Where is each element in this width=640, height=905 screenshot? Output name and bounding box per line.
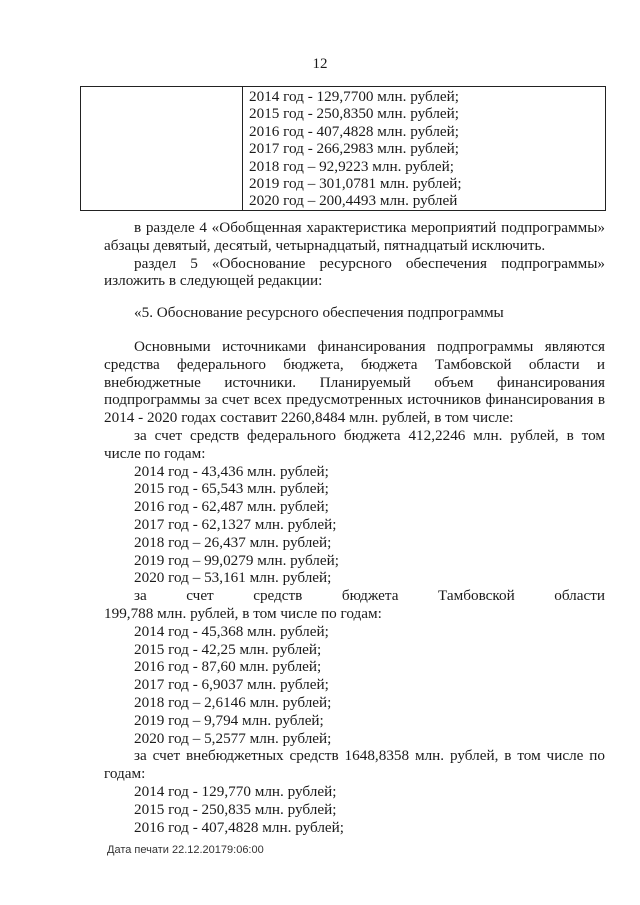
paragraph-sources-line5: 2014 - 2020 годах составит 2260,8484 млн. рублей, в том числе:	[104, 409, 514, 427]
paragraph-section5-line2: изложить в следующей редакции:	[104, 272, 323, 290]
section-heading: «5. Обоснование ресурсного обеспечения подпрограммы	[134, 304, 504, 322]
extrabudget-year-item: 2014 год - 129,770 млн. рублей;	[134, 782, 337, 800]
regional-intro-line2: 199,788 млн. рублей, в том числе по годам:	[104, 604, 382, 622]
federal-year-item: 2018 год – 26,437 млн. рублей;	[134, 533, 332, 551]
paragraph-sources-line2: средства федерального бюджета, бюджета Тамбовской области и	[104, 355, 605, 373]
extrabudget-year-item: 2015 год - 250,835 млн. рублей;	[134, 800, 337, 818]
regional-year-item: 2020 год – 5,2577 млн. рублей;	[134, 729, 332, 747]
print-date-footer: Дата печати 22.12.20179:06:00	[107, 844, 264, 856]
table-line: 2015 год - 250,8350 млн. рублей;	[249, 105, 460, 123]
paragraph-sources-line4: подпрограммы за счет всех предусмотренных источников финансирования в	[104, 391, 605, 409]
table-line: 2019 год – 301,0781 млн. рублей;	[249, 175, 462, 193]
table-label-cell	[81, 87, 243, 211]
paragraph-section4-line1: в разделе 4 «Обобщенная характеристика мероприятий подпрограммы»	[134, 219, 605, 236]
funding-table	[80, 86, 606, 211]
regional-year-item: 2019 год – 9,794 млн. рублей;	[134, 711, 324, 729]
regional-year-item: 2016 год - 87,60 млн. рублей;	[134, 658, 322, 676]
federal-year-item: 2019 год – 99,0279 млн. рублей;	[134, 551, 339, 569]
table-line: 2014 год - 129,7700 млн. рублей;	[249, 88, 460, 105]
federal-year-item: 2020 год – 53,161 млн. рублей;	[134, 569, 332, 587]
federal-year-item: 2014 год - 43,436 млн. рублей;	[134, 462, 329, 480]
table-line: 2016 год - 407,4828 млн. рублей;	[249, 122, 460, 140]
table-line: 2018 год – 92,9223 млн. рублей;	[249, 157, 454, 175]
paragraph-section4-line2: абзацы девятый, десятый, четырнадцатый, пятнадцатый исключить.	[104, 236, 546, 254]
paragraph-sources-line1: Основными источниками финансирования подпрограммы являются	[134, 337, 605, 355]
extrabudget-intro-line1: за счет внебюджетных средств 1648,8358 млн. рублей, в том числе по	[134, 747, 605, 765]
table-line: 2020 год – 200,4493 млн. рублей	[249, 192, 458, 210]
regional-year-item: 2017 год - 6,9037 млн. рублей;	[134, 676, 329, 694]
paragraph-sources-line3: внебюджетные источники. Планируемый объем финансирования	[104, 373, 605, 391]
paragraph-section5-line1: раздел 5 «Обоснование ресурсного обеспечения подпрограммы»	[134, 254, 605, 272]
table-value-cell	[243, 87, 606, 211]
body-text	[104, 219, 605, 836]
table-line: 2017 год - 266,2983 млн. рублей;	[249, 140, 460, 158]
federal-year-item: 2017 год - 62,1327 млн. рублей;	[134, 515, 337, 533]
regional-intro-line1: за счет средств бюджета Тамбовской области	[134, 587, 605, 605]
federal-intro-line2: числе по годам:	[104, 444, 206, 462]
federal-year-item: 2015 год - 65,543 млн. рублей;	[134, 480, 329, 498]
extrabudget-intro-line2: годам:	[104, 765, 146, 783]
regional-year-item: 2014 год - 45,368 млн. рублей;	[134, 622, 329, 640]
regional-year-item: 2015 год - 42,25 млн. рублей;	[134, 640, 322, 658]
regional-year-item: 2018 год – 2,6146 млн. рублей;	[134, 693, 332, 711]
federal-year-item: 2016 год - 62,487 млн. рублей;	[134, 498, 329, 516]
extrabudget-year-item: 2016 год - 407,4828 млн. рублей;	[134, 818, 345, 836]
page-number: 12	[312, 56, 328, 72]
federal-intro-line1: за счет средств федерального бюджета 412,2246 млн. рублей, в том	[134, 426, 605, 444]
table-row	[81, 87, 606, 211]
